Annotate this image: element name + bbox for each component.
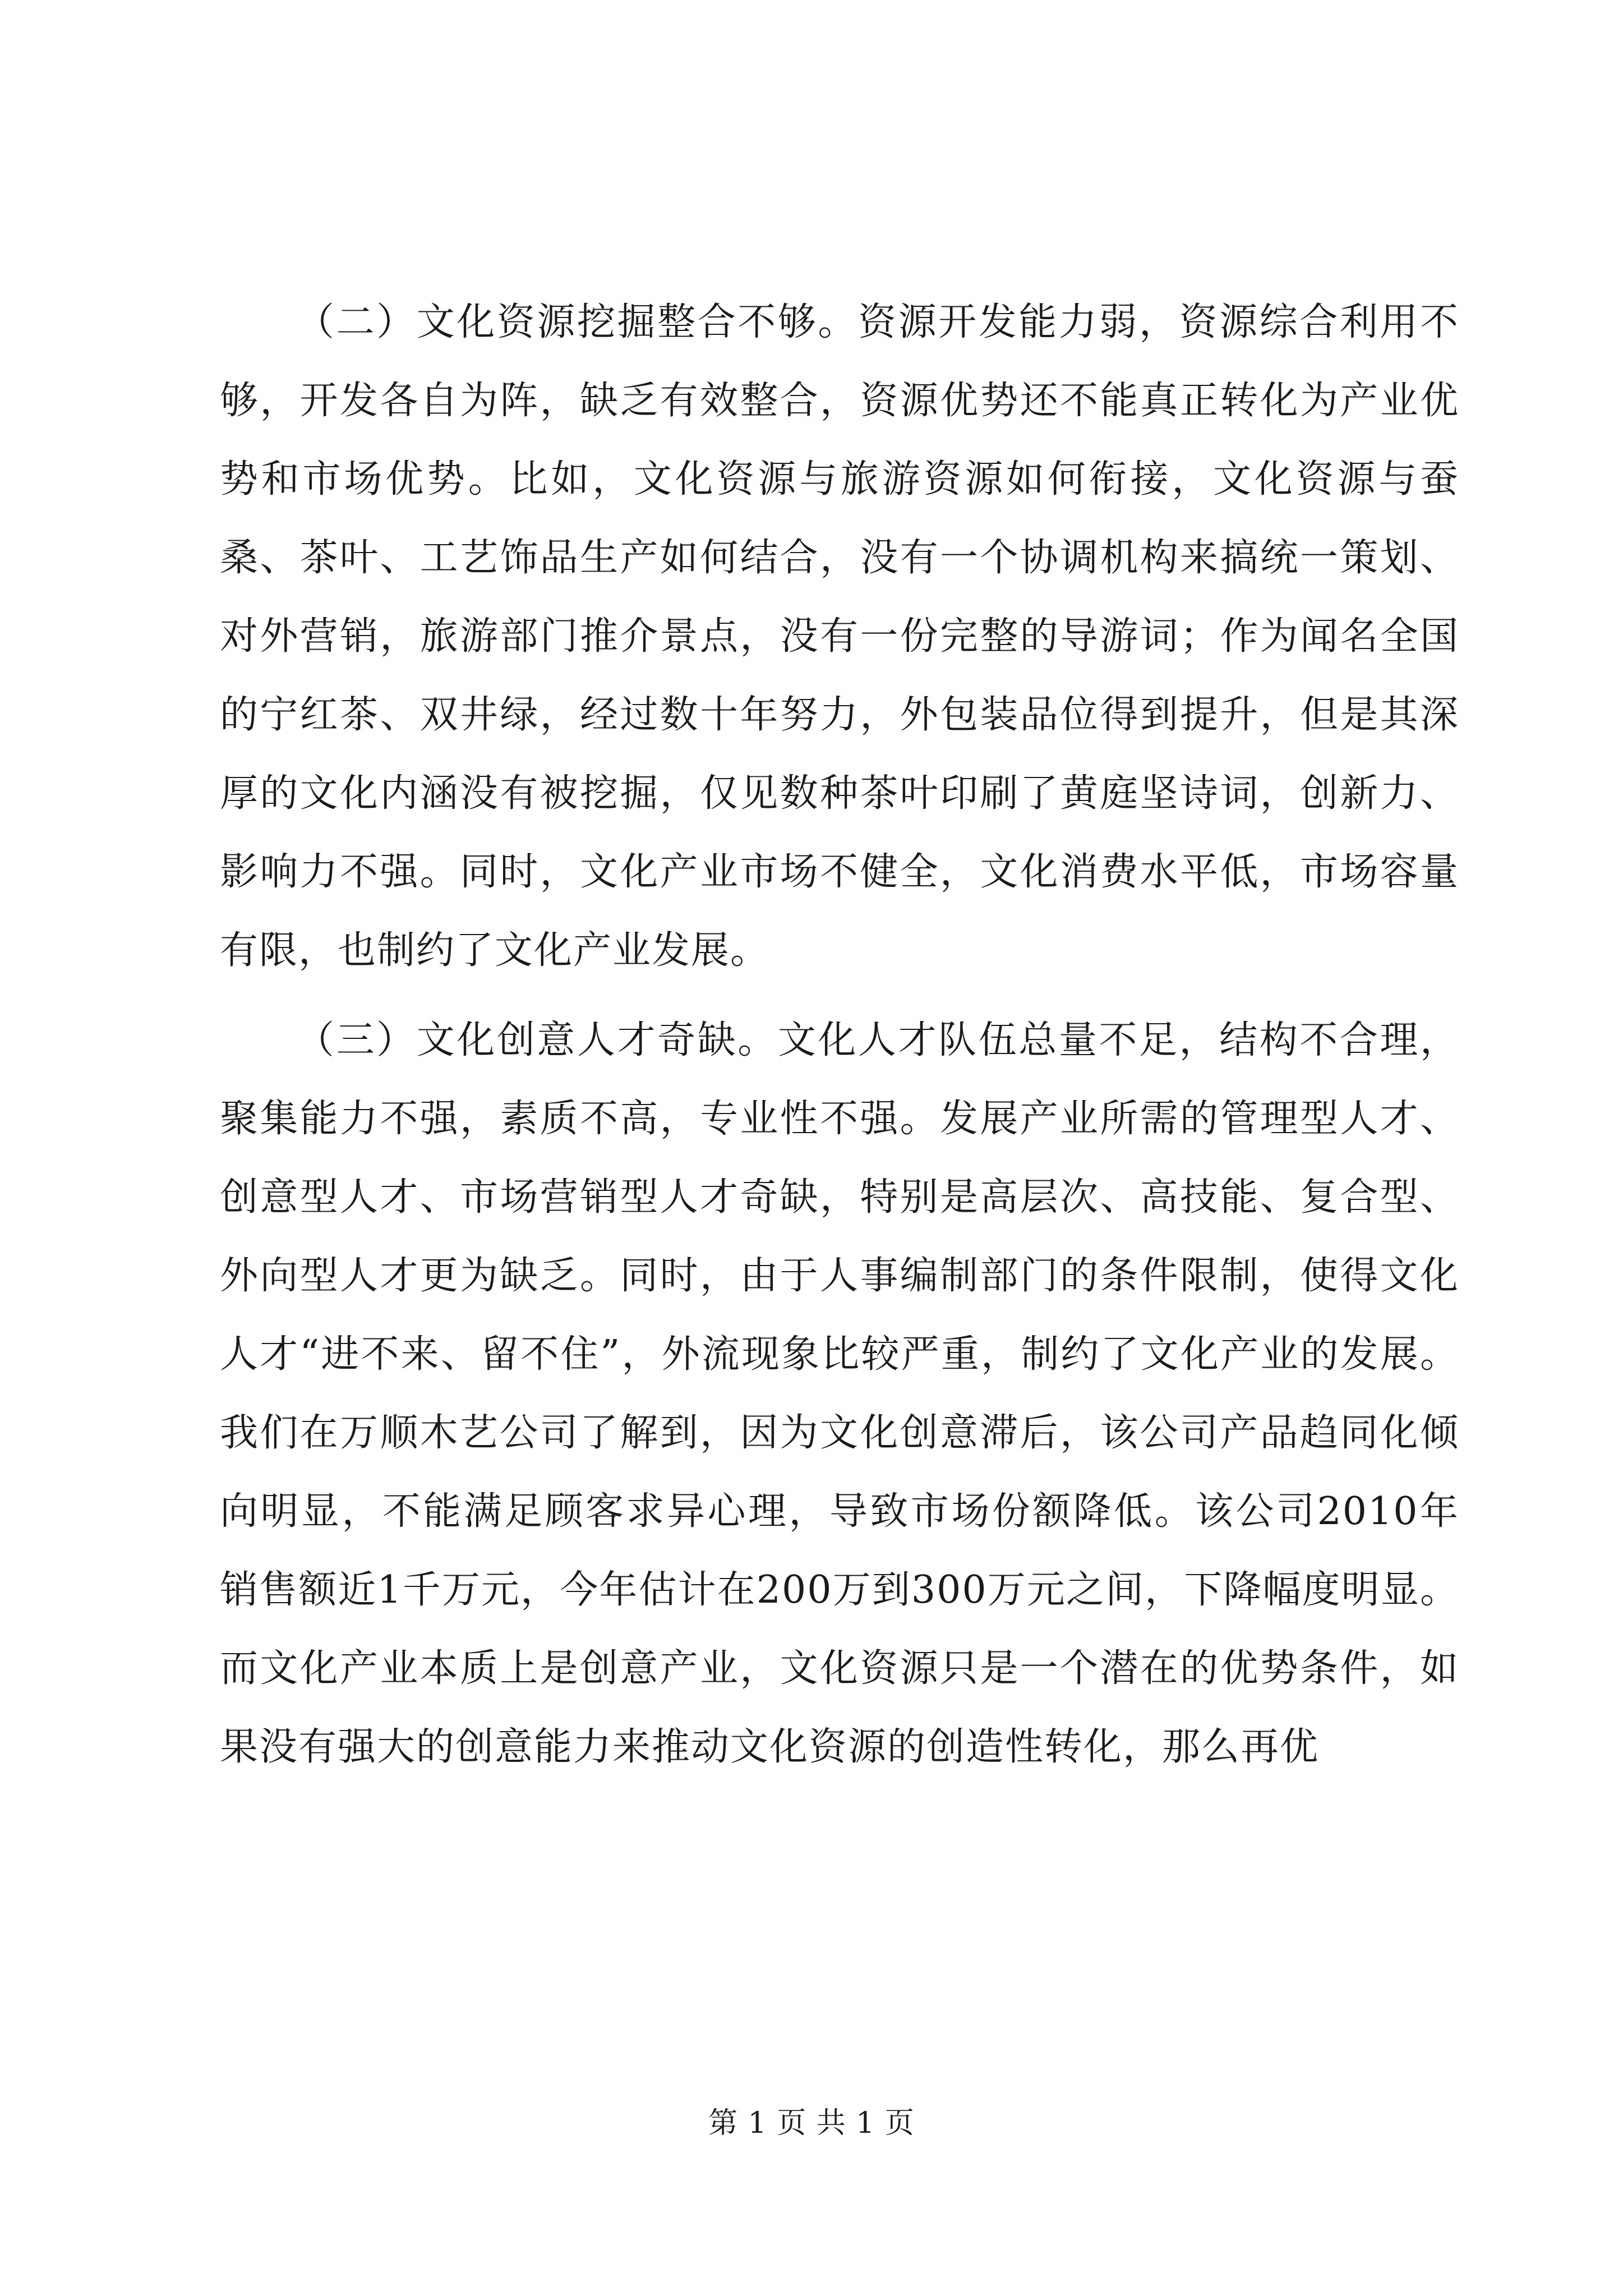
document-body	[220, 283, 1459, 1798]
page-number-footer: 第 1 页 共 1 页	[708, 2106, 915, 2140]
paragraph-creative-talent: （三）文化创意人才奇缺。文化人才队伍总量不足，结构不合理，聚集能力不强，素质不高，专业性不强。发展产业所需的管理型人才、创意型人才、市场营销型人才奇缺，特别是高层次、高技能、复合型、外向型人才更为缺乏。同时，由于人事编制部门的条件限制，使得文化人才“进不来、留不住”，外流现象比较严重，制约了文化产业的发展。我们在万顺木艺公司了解到，因为文化创意滞后，该公司产品趋同化倾向明显，不能满足顾客求异心理，导致市场份额降低。该公司2010年销售额近1千万元，今年估计在200万到300万元之间，下降幅度明显。而文化产业本质上是创意产业，文化资源只是一个潜在的优势条件，如果没有强大的创意能力来推动文化资源的创造性转化，那么再优	[220, 1018, 1459, 1769]
paragraph-resource-integration: （二）文化资源挖掘整合不够。资源开发能力弱，资源综合利用不够，开发各自为阵，缺乏有效整合，资源优势还不能真正转化为产业优势和市场优势。比如，文化资源与旅游资源如何衔接，文化资源与蚕桑、茶叶、工艺饰品生产如何结合，没有一个协调机构来搞统一策划、对外营销，旅游部门推介景点，没有一份完整的导游词；作为闻名全国的宁红茶、双井绿，经过数十年努力，外包装品位得到提升，但是其深厚的文化内涵没有被挖掘，仅见数种茶叶印刷了黄庭坚诗词，创新力、影响力不强。同时，文化产业市场不健全，文化消费水平低，市场容量有限，也制约了文化产业发展。	[220, 300, 1459, 973]
